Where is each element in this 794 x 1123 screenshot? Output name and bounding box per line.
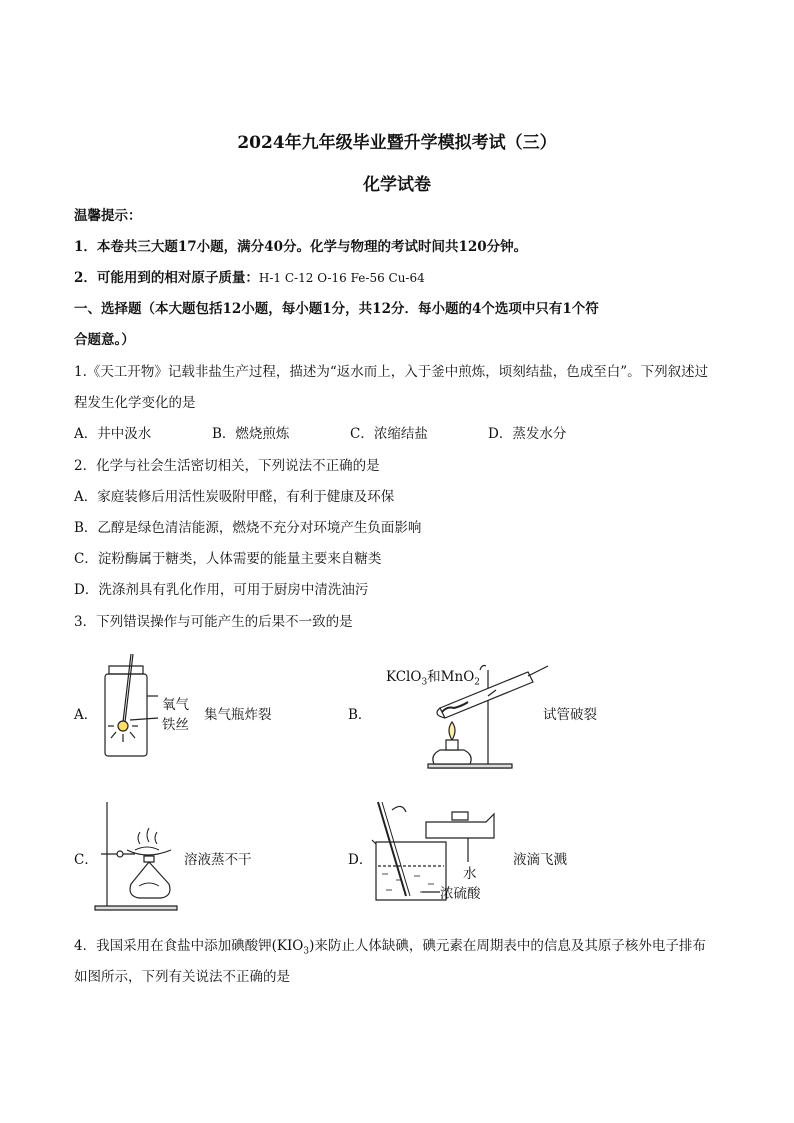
q3-d-label-acid: 浓硫酸 (440, 886, 481, 902)
q3-b-reagent-sub2: 2 (474, 677, 480, 688)
q4-stem-sub: 3 (303, 946, 310, 957)
q2-option-d: D．洗涤剂具有乳化作用，可用于厨房中清洗油污 (74, 582, 369, 598)
q2-option-b: B．乙醇是绿色清洁能源，燃烧不充分对环境产生负面影响 (74, 520, 422, 536)
evaporation-diagram (95, 798, 185, 913)
q1-option-a: A．井中汲水 (74, 426, 152, 442)
q3-d-label-water: 水 (463, 866, 477, 882)
q3-option-b-letter: B． (348, 707, 372, 723)
section1-heading: 一、选择题（本大题包括12小题，每小题1分，共12分．每小题的4个选项中只有1个符 (74, 301, 599, 317)
q3-option-d-letter: D． (348, 852, 373, 868)
q4-stem-cont: 如图所示，下列有关说法不正确的是 (74, 969, 290, 985)
q4-stem-post: )来防止人体缺碘，碘元素在周期表中的信息及其原子核外电子排布 (309, 938, 706, 954)
gas-jar-iron-wire-diagram (100, 652, 160, 762)
notice-item-2-label: 2．可能用到的相对原子质量： (74, 270, 259, 286)
q1-option-c: C．浓缩结盐 (350, 426, 428, 442)
exam-title: 2024年九年级毕业暨升学模拟考试（三） (237, 133, 557, 153)
notice-item-1: 1．本卷共三大题17小题，满分40分。化学与物理的考试时间共120分钟。 (74, 239, 528, 255)
section1-heading-cont: 合题意。） (74, 332, 135, 348)
q1-option-b: B．燃烧煎炼 (212, 426, 290, 442)
q1-option-d: D．蒸发水分 (488, 426, 567, 442)
q3-d-result: 液滴飞溅 (513, 852, 567, 868)
q2-option-c: C．淀粉酶属于糖类，人体需要的能量主要来自糖类 (74, 551, 382, 567)
q3-a-result: 集气瓶炸裂 (204, 707, 272, 723)
q1-stem: 1.《天工开物》记载非盐生产过程，描述为“返水而上，入于釜中煎炼，顷刻结盐，色成至白”。下列叙述过 (74, 364, 709, 380)
q3-b-result: 试管破裂 (543, 707, 597, 723)
q3-option-a-letter: A． (74, 707, 98, 723)
q3-b-reagent-sub1: 3 (421, 677, 428, 688)
q2-stem: 2．化学与社会生活密切相关，下列说法不正确的是 (74, 458, 380, 474)
q3-b-reagent-kclo: KClO (386, 669, 422, 685)
test-tube-heating-diagram (400, 660, 560, 775)
atomic-masses: H-1 C-12 O-16 Fe-56 Cu-64 (258, 271, 425, 285)
q1-options (74, 424, 734, 444)
q4-stem (74, 936, 734, 962)
q3-c-result: 溶液蒸不干 (184, 852, 252, 868)
q3-b-reagent-and: 和MnO (427, 669, 475, 685)
q3-option-c-letter: C． (74, 852, 98, 868)
q2-option-a: A．家庭装修后用活性炭吸附甲醛，有利于健康及环保 (74, 489, 395, 505)
q4-stem-pre: 4．我国采用在食盐中添加碘酸钾(KIO (74, 938, 304, 954)
notice-item-2 (74, 268, 734, 288)
q3-a-label-wire: 铁丝 (162, 717, 189, 733)
q3-stem: 3．下列错误操作与可能产生的后果不一致的是 (74, 614, 353, 630)
exam-subtitle: 化学试卷 (363, 175, 431, 195)
q3-a-label-oxygen: 氧气 (162, 697, 189, 713)
notice-heading: 温馨提示： (74, 208, 142, 224)
q1-stem-cont: 程发生化学变化的是 (74, 395, 196, 411)
